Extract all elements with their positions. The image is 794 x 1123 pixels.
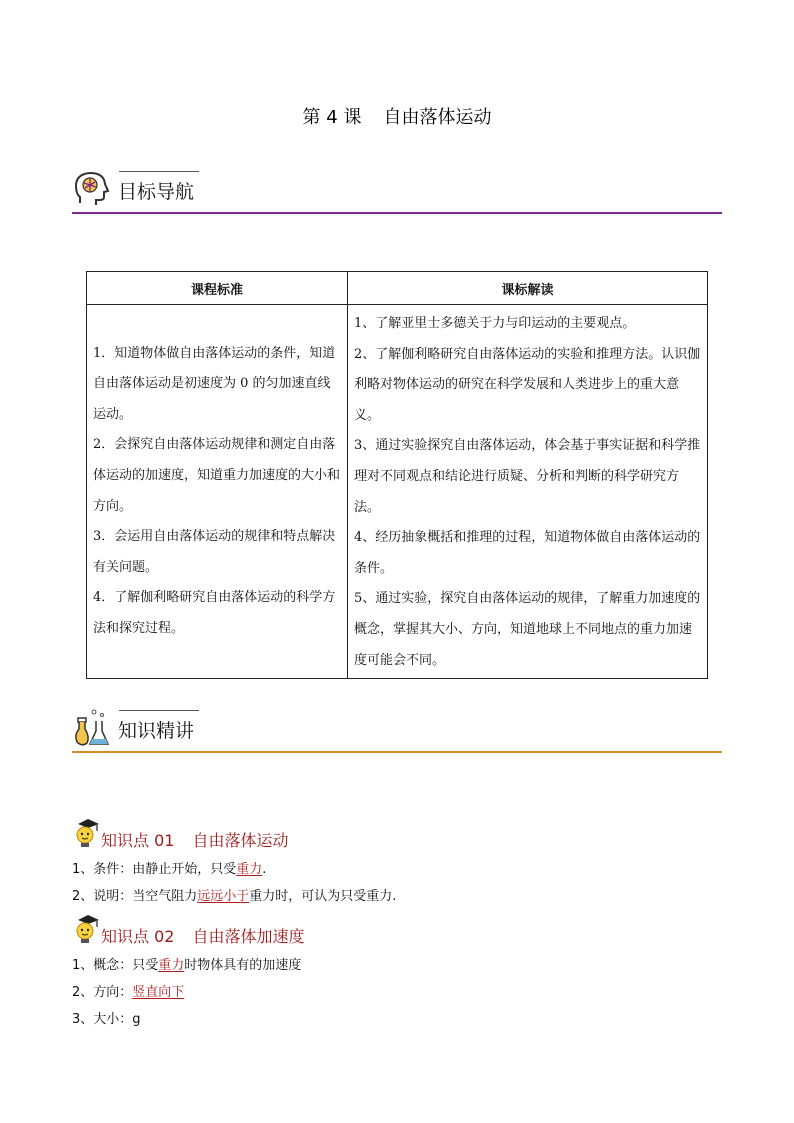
knowledge-point-name: 自由落体运动 <box>192 831 289 850</box>
interpretation-item: 3、通过实验探究自由落体运动，体会基于事实证据和科学推理对不同观点和结论进行质疑、分析和判断的科学研究方法。 <box>354 438 701 515</box>
text: g <box>132 1012 141 1027</box>
text: 1、条件：由静止开始，只受 <box>72 862 237 877</box>
standard-item: 3．会运用自由落体运动的规律和特点解决有关问题。 <box>93 529 336 575</box>
decorative-line <box>119 710 199 711</box>
knowledge-point-label: 知识点 02 <box>101 927 175 946</box>
highlight-text: 竖直向下 <box>132 985 185 1000</box>
lesson-name: 自由落体运动 <box>383 107 492 128</box>
knowledge-point-label: 知识点 01 <box>101 831 175 850</box>
text: 时物体具有的加速度 <box>184 958 302 973</box>
interpretation-cell <box>348 305 708 679</box>
text: 1、概念：只受 <box>72 958 159 973</box>
page-title <box>0 103 794 129</box>
interpretation-item: 5、通过实验，探究自由落体运动的规律，了解重力加速度的概念，掌握其大小、方向，知道地球上不同地点的重力加速度可能会不同。 <box>354 591 701 668</box>
standard-item: 2．会探究自由落体运动规律和测定自由落体运动的加速度，知道重力加速度的大小和方向。 <box>93 437 341 514</box>
standard-item: 1．知道物体做自由落体运动的条件，知道自由落体运动是初速度为 0 的匀加速直线运动。 <box>93 345 336 422</box>
graduate-bulb-icon <box>72 912 102 946</box>
curriculum-table <box>86 271 708 679</box>
text: 重力时，可认为只受重力. <box>249 889 397 904</box>
kp1-explanation-line <box>72 885 396 904</box>
text: 3、大小： <box>72 1012 133 1027</box>
table-header-standard: 课程标准 <box>87 272 348 305</box>
section-header-knowledge <box>72 705 722 753</box>
lesson-number: 第 4 课 <box>302 107 362 128</box>
highlight-text: 重力 <box>158 958 185 973</box>
interpretation-item: 1、了解亚里士多德关于力与印运动的主要观点。 <box>354 316 636 331</box>
interpretation-item: 2、了解伽利略研究自由落体运动的实验和推理方法。认识伽利略对物体运动的研究在科学发展和人类进步上的重大意义。 <box>354 346 701 423</box>
highlight-text: 远远小于 <box>197 889 250 904</box>
brain-head-icon <box>74 170 110 208</box>
table-row <box>87 305 708 679</box>
kp2-concept-line <box>72 954 301 973</box>
section-header-goal <box>72 166 722 214</box>
kp2-direction-line <box>72 981 184 1000</box>
knowledge-point-02-header <box>72 912 472 948</box>
table-header-row <box>87 272 708 305</box>
section-title-goal: 目标导航 <box>118 181 195 203</box>
kp2-magnitude-line <box>72 1008 141 1027</box>
knowledge-point-title <box>101 828 288 851</box>
kp1-condition-line <box>72 858 266 877</box>
knowledge-point-name: 自由落体加速度 <box>192 927 305 946</box>
section-rule-purple <box>72 212 722 214</box>
text: 2、方向： <box>72 985 133 1000</box>
standard-item: 4．了解伽利略研究自由落体运动的科学方法和探究过程。 <box>93 590 336 636</box>
knowledge-point-01-header <box>72 816 472 852</box>
graduate-bulb-icon <box>72 816 102 850</box>
text: 2、说明：当空气阻力 <box>72 889 198 904</box>
interpretation-item: 4、经历抽象概括和推理的过程，知道物体做自由落体运动的条件。 <box>354 530 701 576</box>
decorative-line <box>119 171 199 172</box>
section-rule-orange <box>72 751 722 753</box>
knowledge-point-title <box>101 924 304 947</box>
lab-flask-icon <box>74 709 110 747</box>
text: . <box>262 862 267 877</box>
table-header-interpretation: 课标解读 <box>348 272 708 305</box>
section-title-knowledge: 知识精讲 <box>118 720 195 742</box>
highlight-text: 重力 <box>236 862 263 877</box>
standard-cell <box>87 305 348 679</box>
